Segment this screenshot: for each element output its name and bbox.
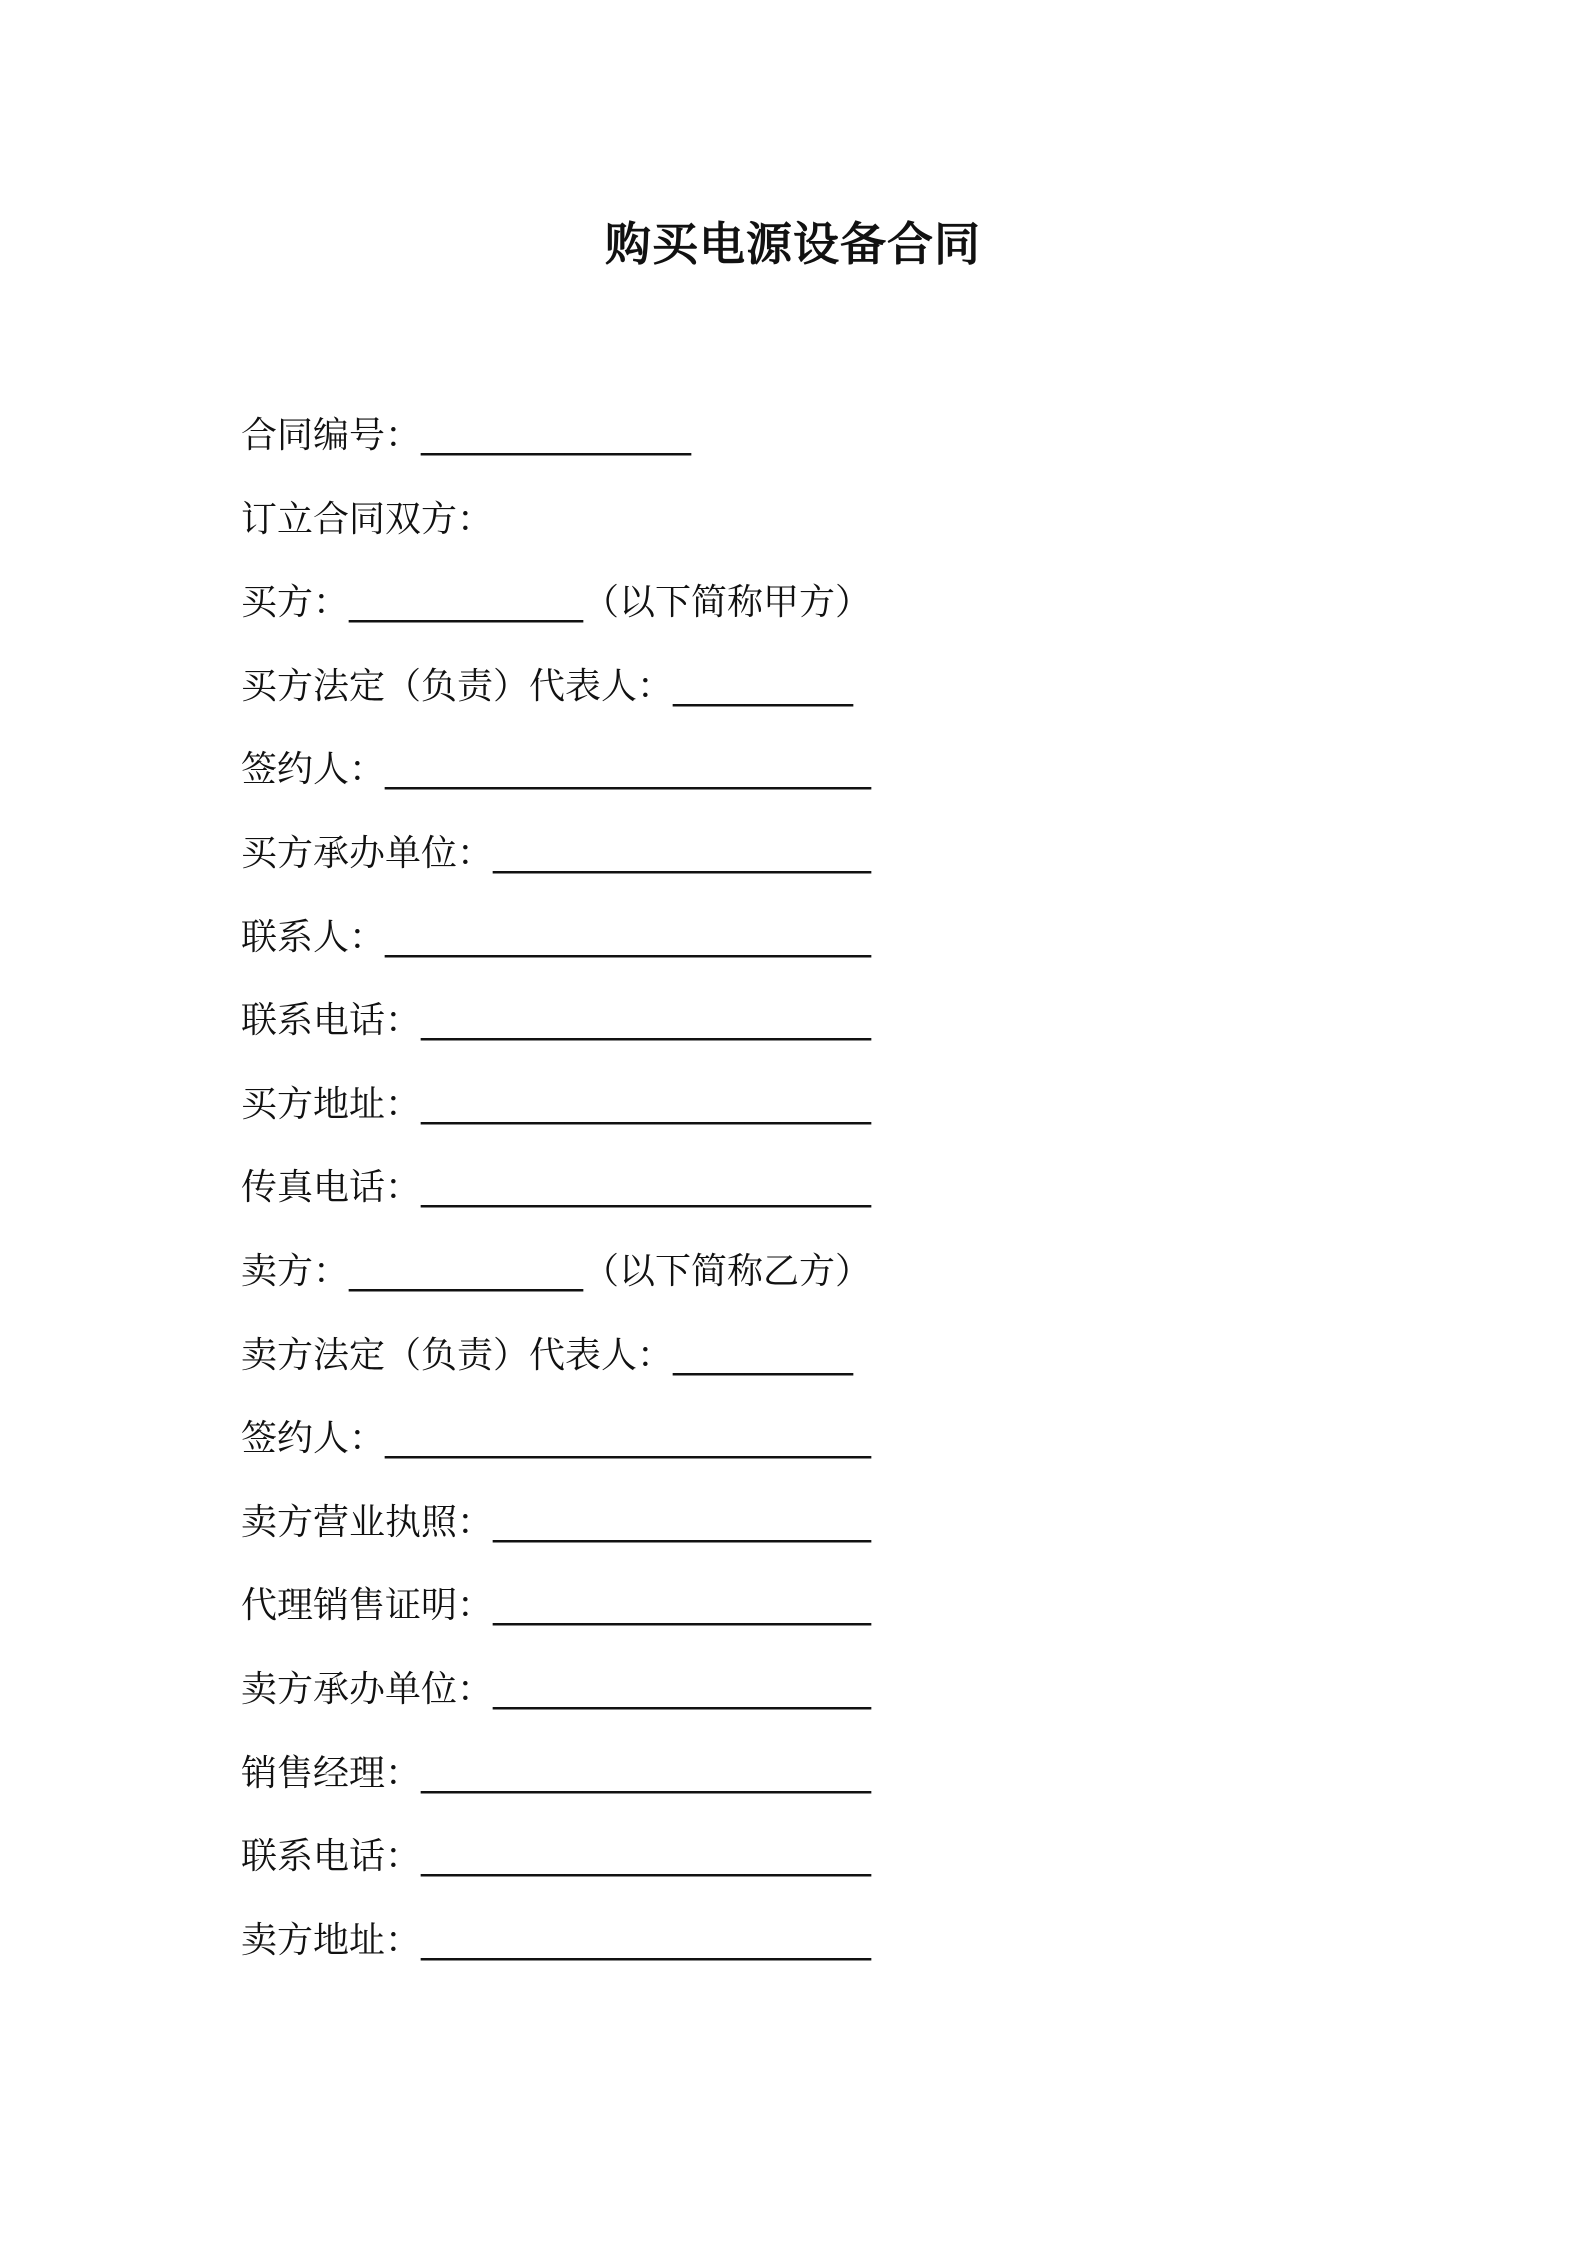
field-label: 代理销售证明： <box>241 1585 494 1627</box>
field-row-buyer-contact <box>241 910 1341 994</box>
field-label: 买方地址： <box>241 1083 422 1125</box>
field-label: 签约人： <box>241 749 386 791</box>
field-row-agency-sales-certificate <box>241 1578 1341 1662</box>
field-blank: _____________________ <box>493 1501 872 1543</box>
field-label: 卖方： <box>241 1250 350 1292</box>
field-label: 销售经理： <box>241 1752 422 1794</box>
field-row-seller-address <box>241 1913 1341 1997</box>
field-row-buyer-address <box>241 1077 1341 1161</box>
field-label: 订立合同双方： <box>241 498 494 540</box>
field-blank: ___________________________ <box>385 1418 872 1460</box>
field-row-seller-business-license <box>241 1495 1341 1579</box>
field-row-buyer-handling-unit <box>241 826 1341 910</box>
field-row-seller-signatory <box>241 1411 1341 1495</box>
field-row-contract-number <box>241 408 1341 492</box>
field-row-sales-manager <box>241 1746 1341 1830</box>
field-row-seller-legal-rep <box>241 1328 1341 1412</box>
field-row-buyer-signatory <box>241 742 1341 826</box>
field-label: 卖方营业执照： <box>241 1501 494 1543</box>
field-row-seller-phone <box>241 1829 1341 1913</box>
field-blank: _____________________ <box>493 1585 872 1627</box>
field-suffix: （以下简称甲方） <box>583 582 872 624</box>
field-label: 传真电话： <box>241 1167 422 1209</box>
field-blank: _______________ <box>421 415 692 456</box>
field-row-contracting-parties <box>241 492 1341 576</box>
field-blank: _________________________ <box>421 1752 872 1794</box>
field-label: 卖方法定（负责）代表人： <box>241 1334 674 1376</box>
field-blank: _____________________ <box>493 1668 872 1710</box>
field-row-buyer-fax <box>241 1160 1341 1244</box>
field-blank: _____________________ <box>493 832 872 874</box>
contract-party-fields <box>241 408 1341 1996</box>
field-label: 签约人： <box>241 1418 386 1460</box>
field-row-seller-handling-unit <box>241 1662 1341 1746</box>
field-blank: _________________________ <box>421 1167 872 1209</box>
field-blank: __________ <box>673 1334 854 1376</box>
field-blank: ___________________________ <box>385 749 872 791</box>
field-blank: _____________ <box>349 582 584 624</box>
field-blank: _________________________ <box>421 1000 872 1042</box>
field-label: 卖方地址： <box>241 1919 422 1961</box>
field-blank: _________________________ <box>421 1836 872 1878</box>
field-label: 买方： <box>241 582 350 624</box>
field-row-buyer-phone <box>241 993 1341 1077</box>
field-label: 合同编号： <box>241 415 422 456</box>
field-label: 卖方承办单位： <box>241 1668 494 1710</box>
field-row-buyer-legal-rep <box>241 659 1341 743</box>
field-blank: _____________ <box>349 1250 584 1292</box>
field-row-buyer <box>241 575 1341 659</box>
field-blank: _________________________ <box>421 1919 872 1961</box>
field-label: 买方承办单位： <box>241 832 494 874</box>
field-blank: __________ <box>673 665 854 707</box>
field-label: 联系人： <box>241 916 386 958</box>
field-suffix: （以下简称乙方） <box>583 1250 872 1292</box>
field-blank: _________________________ <box>421 1083 872 1125</box>
field-label: 联系电话： <box>241 1000 422 1042</box>
field-blank: ___________________________ <box>385 916 872 958</box>
field-row-seller <box>241 1244 1341 1328</box>
field-label: 联系电话： <box>241 1836 422 1878</box>
field-label: 买方法定（负责）代表人： <box>241 665 674 707</box>
document-title: 购买电源设备合同 <box>605 217 981 271</box>
